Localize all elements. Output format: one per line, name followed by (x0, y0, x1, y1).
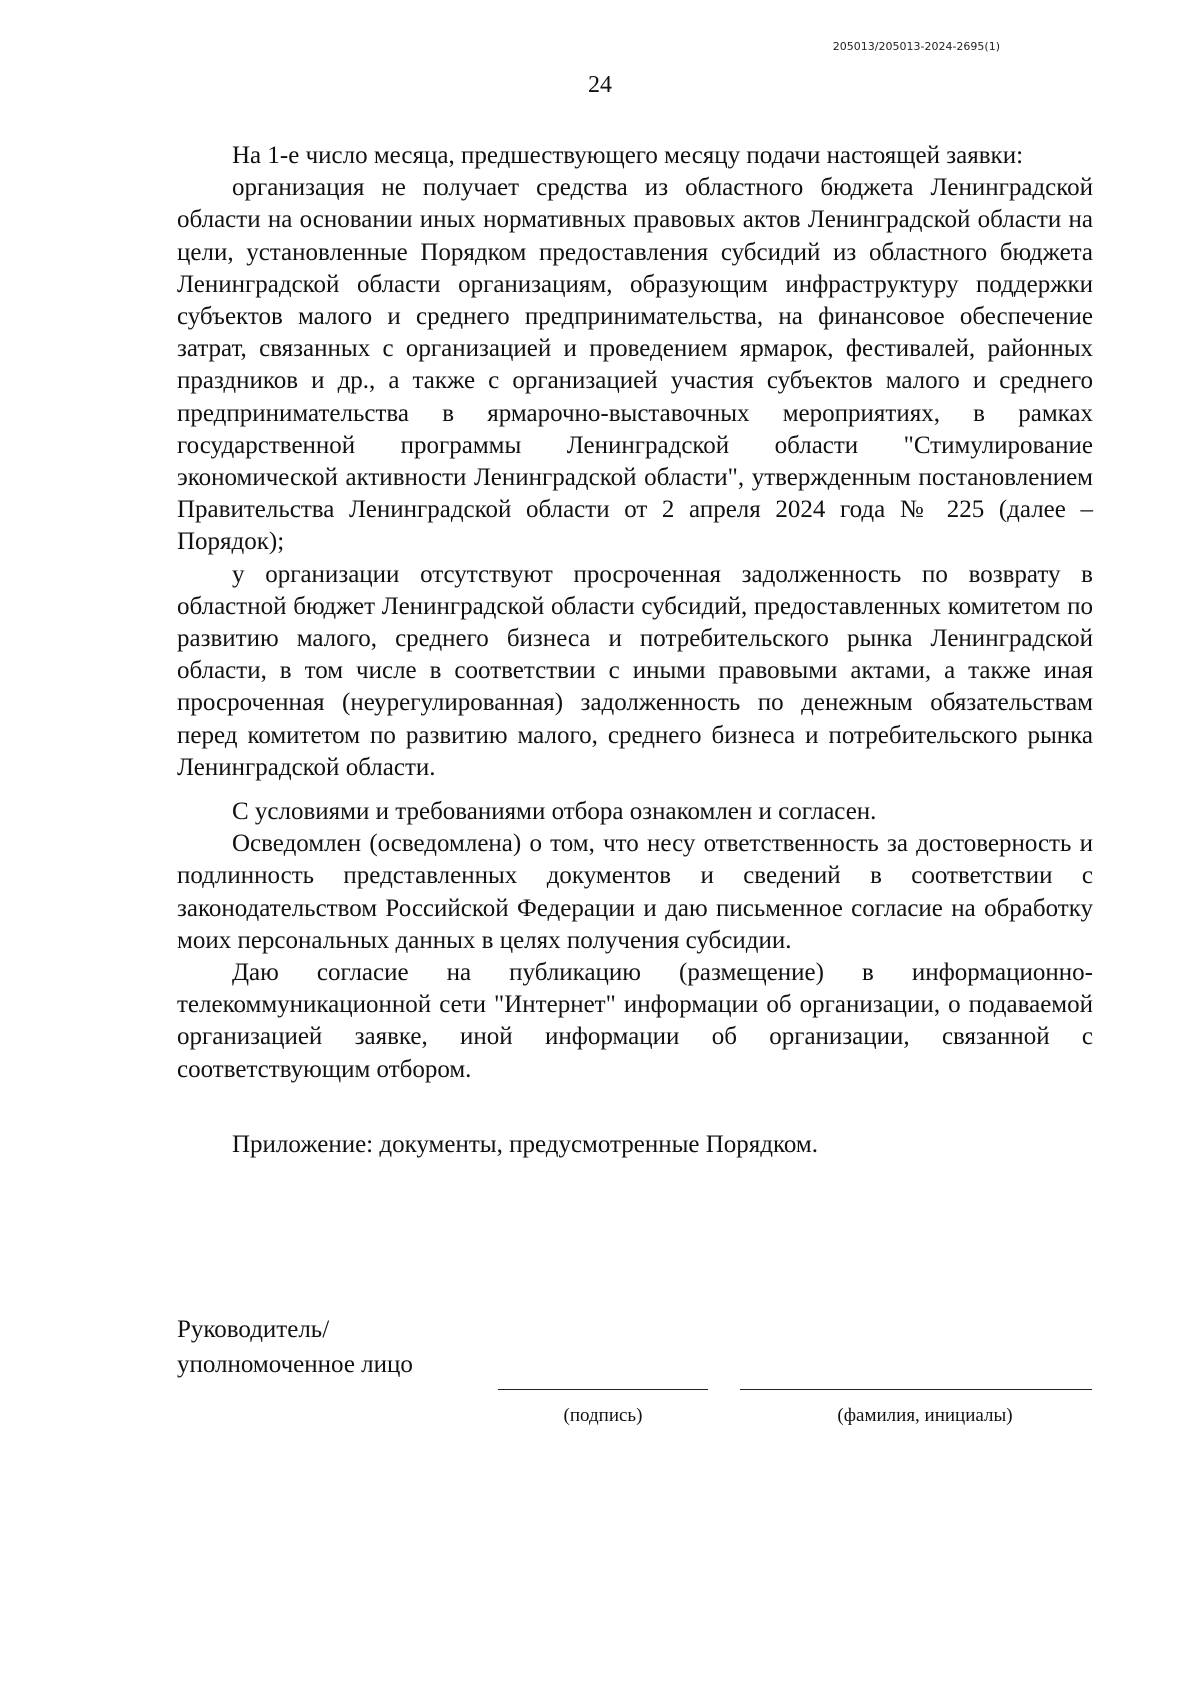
name-caption: (фамилия, инициалы) (837, 1405, 1013, 1426)
page-number: 24 (588, 72, 612, 98)
paragraph-responsibility: Осведомлен (осведомлена) о том, что несу ответственность за достоверность и подлинность представленных документов и сведений в соответствии с законодательством Российской Федерации и даю письменное согласие на обработку моих персональных данных в целях получения субсидии. (177, 830, 1093, 954)
signature-caption: (подпись) (563, 1405, 643, 1426)
document-id: 205013/205013-2024-2695(1) (832, 40, 1000, 53)
paragraph-no-funding: организация не получает средства из областного бюджета Ленинградской области на основании иных нормативных правовых актов Ленинградской области на цели, установленные Порядком предоставления субсидий из областного бюджета Ленинградской области организациям, образующим инфраструктуру поддержки субъектов малого и среднего предпринимательства, на финансовое обеспечение затрат, связанных с организацией и проведением ярмарок, фестивалей, районных праздников и др., а также с организацией участия субъектов малого и среднего предпринимательства в ярмарочно-выставочных мероприятиях, в рамках государственной программы Ленинградской области "Стимулирование экономической активности Ленинградской области", утвержденным постановлением Правительства Ленинградской области от 2 апреля 2024 года № 225 (далее – Порядок); (177, 174, 1093, 556)
document-body (177, 140, 1093, 1161)
signature-line (498, 1389, 708, 1390)
signatory-label (177, 1312, 413, 1382)
paragraph-agreement: С условиями и требованиями отбора ознакомлен и согласен. (232, 798, 877, 826)
paragraph-publication-consent: Даю согласие на публикацию (размещение) в информационно-телекоммуникационной сети "Интернет" информации об организации, о подаваемой организацией заявке, иной информации об организации, связанной с соответствующим отбором. (177, 959, 1093, 1083)
paragraph-no-debt: у организации отсутствуют просроченная задолженность по возврату в областной бюджет Ленинградской области субсидий, предоставленных комитетом по развитию малого, среднего бизнеса и потребительского рынка Ленинградской области, в том числе в соответствии с иными правовыми актами, а также иная просроченная (неурегулированная) задолженность по денежным обязательствам перед комитетом по развитию малого, среднего бизнеса и потребительского рынка Ленинградской области. (177, 560, 1093, 781)
paragraph-intro: На 1-е число месяца, предшествующего месяцу подачи настоящей заявки: (232, 142, 1024, 169)
name-line (740, 1389, 1092, 1390)
signatory-role-line2: уполномоченное лицо (177, 1351, 413, 1378)
signatory-role-line1: Руководитель/ (177, 1316, 330, 1343)
paragraph-attachment: Приложение: документы, предусмотренные Порядком. (232, 1130, 818, 1158)
